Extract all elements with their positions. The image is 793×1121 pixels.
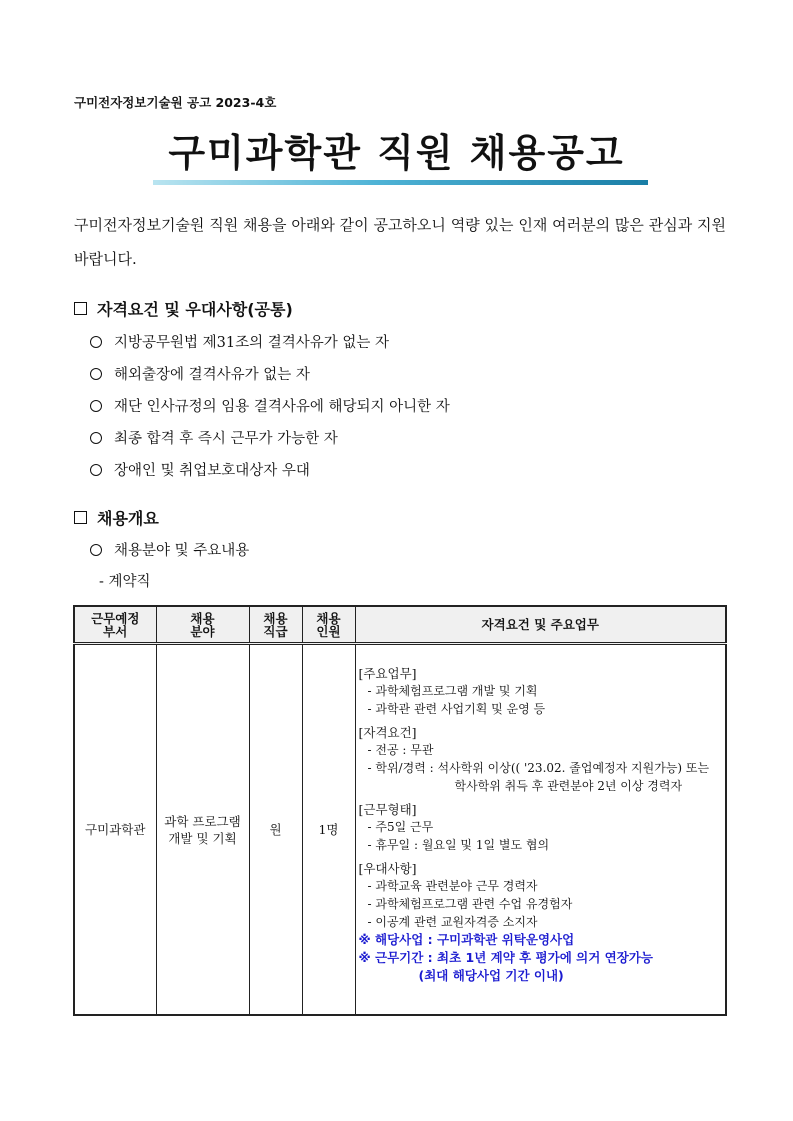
- cell-field-line2: 개발 및 기획: [168, 830, 237, 846]
- qualification-item: [90, 395, 450, 416]
- preference-item: - 이공계 관련 교원자격증 소지자: [367, 915, 538, 929]
- title-underline: [153, 180, 648, 185]
- circle-bullet-icon: [90, 336, 102, 348]
- section-qualifications-heading: [74, 297, 293, 320]
- circle-bullet-icon: [90, 464, 102, 476]
- header-count: [302, 606, 355, 644]
- qualification-text: 장애인 및 취업보호대상자 우대: [114, 463, 310, 479]
- requirement-degree: - 학위/경력 : 석사학위 이상(( '23.02. 졸업예정자 지원가능) 또는: [367, 761, 710, 775]
- qualification-item: [90, 363, 310, 384]
- note-period: ※ 근무기간 : 최초 1년 계약 후 평가에 의거 연장가능: [358, 950, 653, 965]
- header-dept-line2: 부서: [103, 623, 128, 639]
- circle-bullet-icon: [90, 368, 102, 380]
- header-count-line1: 채용: [316, 610, 341, 626]
- note-period-cont: (최대 해당사업 기간 이내): [418, 968, 564, 983]
- qualification-item: [90, 331, 389, 352]
- header-dept: [74, 606, 156, 644]
- preferences-heading: [우대사항]: [358, 861, 417, 876]
- cell-field-line1: 과학 프로그램: [164, 813, 241, 829]
- duty-item: - 과학체험프로그램 개발 및 기획: [367, 684, 538, 698]
- qualification-item: [90, 459, 310, 480]
- overview-subheading: [90, 539, 249, 560]
- circle-bullet-icon: [90, 544, 102, 556]
- cell-dept: 구미과학관: [74, 644, 156, 1016]
- work-item: - 휴무일 : 월요일 및 1일 별도 협의: [367, 838, 550, 852]
- contract-type-label: - 계약직: [99, 574, 151, 590]
- preference-item: - 과학교육 관련분야 근무 경력자: [367, 879, 538, 893]
- qualification-text: 최종 합격 후 즉시 근무가 가능한 자: [114, 431, 338, 447]
- work-heading: [근무형태]: [358, 802, 417, 817]
- qualification-text: 재단 인사규정의 임용 결격사유에 해당되지 아니한 자: [114, 399, 450, 415]
- header-count-line2: 인원: [316, 623, 341, 639]
- cell-field: [156, 644, 249, 1016]
- header-grade-line2: 직급: [263, 623, 288, 639]
- preference-item: - 과학체험프로그램 관련 수업 유경험자: [367, 897, 573, 911]
- requirement-major: - 전공 : 무관: [367, 743, 434, 757]
- circle-bullet-icon: [90, 432, 102, 444]
- section-overview-heading: [74, 506, 159, 529]
- header-field-line2: 분야: [190, 623, 215, 639]
- notice-number: 구미전자정보기술원 공고 2023-4호: [74, 95, 277, 110]
- work-item: - 주5일 근무: [367, 820, 434, 834]
- section-title: 자격요건 및 우대사항(공통): [97, 300, 293, 319]
- duties-heading: [주요업무]: [358, 666, 417, 681]
- intro-paragraph: 구미전자정보기술원 직원 채용을 아래와 같이 공고하오니 역량 있는 인재 여러분의 많은 관심과 지원 바랍니다.: [74, 216, 726, 268]
- note-project: ※ 해당사업 : 구미과학관 위탁운영사업: [358, 932, 575, 947]
- table-row: [74, 644, 726, 1016]
- qualification-text: 지방공무원법 제31조의 결격사유가 없는 자: [114, 335, 390, 351]
- overview-subheading-text: 채용분야 및 주요내용: [114, 543, 250, 559]
- header-grade-line1: 채용: [263, 610, 288, 626]
- page-title: 구미과학관 직원 채용공고: [168, 131, 625, 175]
- square-bullet-icon: [74, 302, 87, 315]
- cell-count: 1명: [302, 644, 355, 1016]
- requirements-heading: [자격요건]: [358, 725, 417, 740]
- section-title: 채용개요: [97, 509, 159, 528]
- recruitment-table: [73, 605, 727, 1016]
- qualification-text: 해외출장에 결격사유가 없는 자: [114, 367, 310, 383]
- header-grade: [249, 606, 302, 644]
- cell-details: [355, 644, 726, 1016]
- circle-bullet-icon: [90, 400, 102, 412]
- table-header-row: [74, 606, 726, 644]
- header-field: [156, 606, 249, 644]
- header-field-line1: 채용: [190, 610, 215, 626]
- requirement-degree-cont: 학사학위 취득 후 관련분야 2년 이상 경력자: [454, 779, 683, 793]
- header-dept-line1: 근무예정: [91, 610, 140, 626]
- square-bullet-icon: [74, 511, 87, 524]
- header-details: 자격요건 및 주요업무: [355, 606, 726, 644]
- duty-item: - 과학관 관련 사업기획 및 운영 등: [367, 702, 546, 716]
- cell-grade: 원: [249, 644, 302, 1016]
- qualification-item: [90, 427, 338, 448]
